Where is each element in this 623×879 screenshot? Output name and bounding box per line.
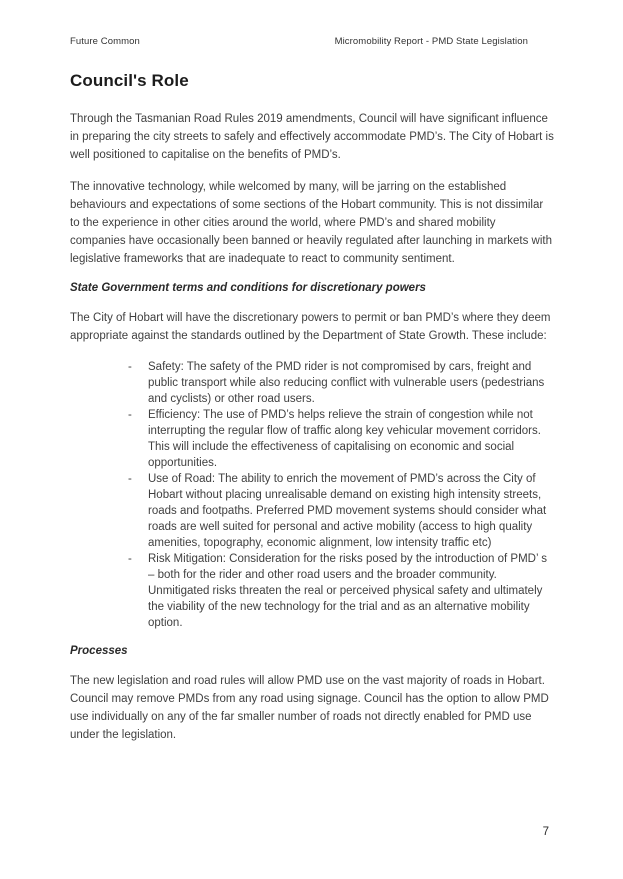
list-item-safety xyxy=(128,359,554,407)
standards-list xyxy=(70,359,554,631)
header-report-title: Micromobility Report - PMD State Legislation xyxy=(334,36,528,47)
paragraph-intro: Through the Tasmanian Road Rules 2019 amendments, Council will have significant influence in preparing the city streets to safely and effectively accommodate PMD’s. The City of Hobart is well positioned to capitalise on the benefits of PMD’s. xyxy=(70,113,554,161)
dash-bullet: - xyxy=(128,409,132,421)
dash-bullet: - xyxy=(128,361,132,373)
header-author: Future Common xyxy=(70,36,140,47)
list-item-text: Use of Road: The ability to enrich the movement of PMD’s across the City of Hobart without placing unrealisable demand on existing high intensity streets, roads and footpaths. Preferred PMD movement systems should consider what roads are well suited for personal and active mobility (access to high quality amenities, topography, economic alignment, low intensity traffic etc) xyxy=(148,473,547,549)
list-item-text: Risk Mitigation: Consideration for the risks posed by the introduction of PMD’ s – both for the rider and other road users and the broader community. Unmitigated risks threaten the real or perceived physical safety and ultimately the viability of the new technology for the trial and as an alternative mobility option. xyxy=(148,553,548,629)
page-header xyxy=(70,36,528,47)
dash-bullet: - xyxy=(128,553,132,565)
subheading-discretionary-powers: State Government terms and conditions for discretionary powers xyxy=(70,282,426,294)
list-item-use-of-road xyxy=(128,471,554,551)
list-item-risk-mitigation xyxy=(128,551,554,631)
page-content xyxy=(70,71,554,744)
dash-bullet: - xyxy=(128,473,132,485)
paragraph-discretionary: The City of Hobart will have the discretionary powers to permit or ban PMD’s where they deem appropriate against the standards outlined by the Department of State Growth. These include: xyxy=(70,312,551,342)
paragraph-processes: The new legislation and road rules will allow PMD use on the vast majority of roads in Hobart. Council may remove PMDs from any road using signage. Council has the option to allow PMD use individually on any of the far smaller number of roads not directly enabled for PMD use under the legislation. xyxy=(70,675,549,741)
list-item-text: Efficiency: The use of PMD’s helps relieve the strain of congestion while not interrupting the regular flow of traffic along key vehicular movement corridors. This will include the effectiveness of capitalising on economic and social opportunities. xyxy=(148,409,541,469)
list-item-text: Safety: The safety of the PMD rider is not compromised by cars, freight and public transport while also reducing conflict with vulnerable users (pedestrians and cyclists) or other road users. xyxy=(148,361,545,405)
page-number: 7 xyxy=(542,826,549,838)
list-item-efficiency xyxy=(128,407,554,471)
paragraph-technology: The innovative technology, while welcomed by many, will be jarring on the established behaviours and expectations of some sections of the Hobart community. This is not dissimilar to the experience in other cities around the world, where PMD’s and shared mobility companies have occasionally been banned or heavily regulated after launching in markets with legislative frameworks that are inadequate to react to community sentiment. xyxy=(70,181,553,265)
page-title: Council's Role xyxy=(70,71,189,90)
subheading-processes: Processes xyxy=(70,645,128,657)
